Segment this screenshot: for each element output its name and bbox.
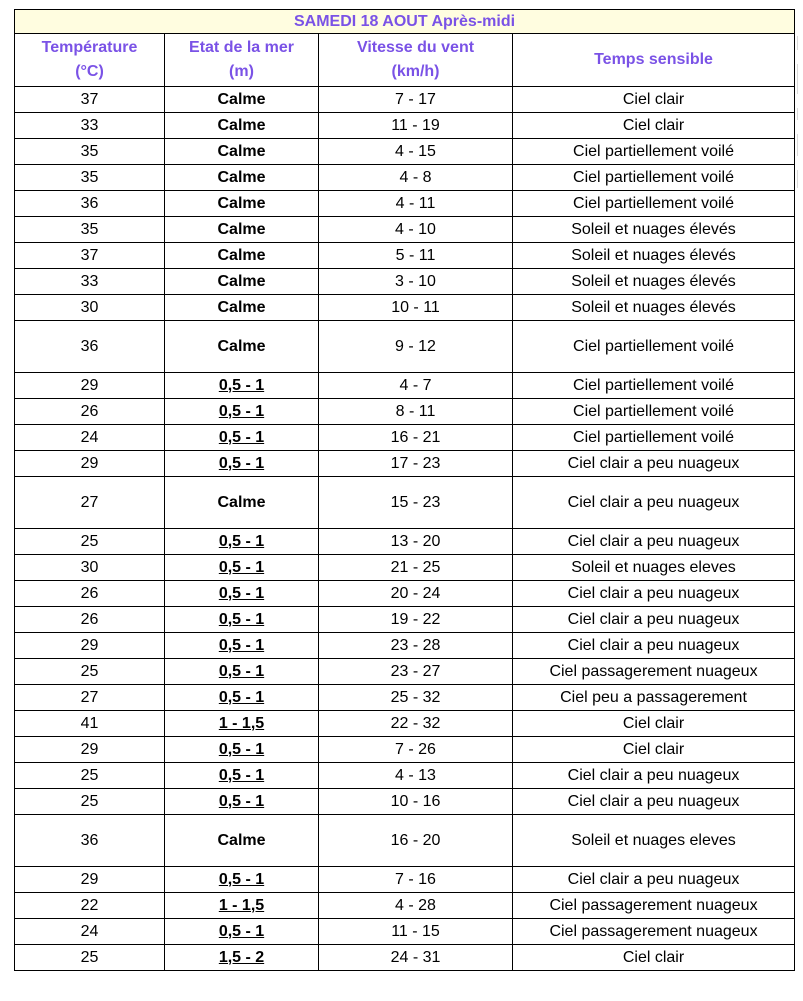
cell-temperature-text: 33 (80, 272, 99, 290)
cell-temperature (15, 633, 165, 659)
cell-temps-sensible-text: Ciel clair (622, 116, 685, 134)
cell-etat-mer (165, 607, 319, 633)
cell-vitesse-vent-text: 4 - 28 (395, 896, 436, 914)
cell-temps-sensible-text: Ciel clair a peu nuageux (567, 610, 740, 628)
cell-vitesse-vent-text: 7 - 17 (395, 90, 436, 108)
cell-temperature-text: 35 (80, 168, 99, 186)
forecast-table (14, 9, 795, 971)
cell-etat-mer-text: 0,5 - 1 (218, 402, 265, 420)
cell-etat-mer (165, 867, 319, 893)
cell-etat-mer (165, 373, 319, 399)
forecast-sheet (14, 9, 794, 971)
cell-temps-sensible (513, 269, 795, 295)
table-row (15, 763, 795, 789)
cell-etat-mer (165, 477, 319, 529)
cell-temps-sensible-text: Ciel clair (622, 948, 685, 966)
cell-temps-sensible-text: Ciel clair (622, 714, 685, 732)
table-row (15, 607, 795, 633)
cell-temps-sensible (513, 529, 795, 555)
cell-temps-sensible (513, 607, 795, 633)
cell-temperature-text: 36 (80, 194, 99, 212)
cell-vitesse-vent-text: 7 - 16 (395, 870, 436, 888)
cell-etat-mer (165, 659, 319, 685)
cell-vitesse-vent-text: 17 - 23 (390, 454, 441, 472)
cell-temps-sensible-text: Ciel partiellement voilé (573, 142, 734, 160)
cell-temperature (15, 217, 165, 243)
cell-vitesse-vent-text: 23 - 28 (390, 636, 441, 654)
cell-temperature (15, 243, 165, 269)
cell-temperature (15, 321, 165, 373)
cell-temperature-text: 22 (80, 896, 99, 914)
cell-temperature (15, 919, 165, 945)
table-row (15, 529, 795, 555)
cell-vitesse-vent-text: 10 - 11 (391, 298, 440, 316)
cell-vitesse-vent (319, 945, 513, 971)
cell-temperature-text: 25 (80, 662, 99, 680)
cell-temps-sensible (513, 685, 795, 711)
cell-temps-sensible-text: Soleil et nuages élevés (571, 272, 736, 290)
cell-etat-mer (165, 711, 319, 737)
cell-etat-mer-text: 0,5 - 1 (218, 532, 265, 550)
cell-vitesse-vent-text: 16 - 20 (390, 831, 441, 849)
table-row (15, 581, 795, 607)
cell-vitesse-vent-text: 9 - 12 (395, 337, 436, 355)
cell-etat-mer-text: 0,5 - 1 (218, 740, 265, 758)
table-row (15, 711, 795, 737)
cell-etat-mer (165, 295, 319, 321)
cell-vitesse-vent (319, 217, 513, 243)
cell-temperature (15, 113, 165, 139)
cell-vitesse-vent-text: 3 - 10 (395, 272, 436, 290)
cell-etat-mer (165, 737, 319, 763)
cell-temps-sensible-text: Ciel clair a peu nuageux (567, 493, 740, 511)
cell-temperature-text: 25 (80, 948, 99, 966)
cell-temps-sensible-text: Ciel clair a peu nuageux (567, 792, 740, 810)
cell-temps-sensible-text: Soleil et nuages élevés (571, 220, 736, 238)
cell-temps-sensible-text: Soleil et nuages eleves (571, 831, 736, 849)
table-row (15, 867, 795, 893)
cell-temperature (15, 581, 165, 607)
cell-vitesse-vent (319, 737, 513, 763)
cell-vitesse-vent-text: 10 - 16 (390, 792, 441, 810)
cell-vitesse-vent (319, 113, 513, 139)
cell-etat-mer (165, 217, 319, 243)
table-row (15, 451, 795, 477)
cell-temps-sensible (513, 477, 795, 529)
cell-temperature-text: 29 (80, 740, 99, 758)
cell-temps-sensible-text: Ciel clair a peu nuageux (567, 870, 740, 888)
cell-temps-sensible (513, 633, 795, 659)
cell-temperature (15, 789, 165, 815)
header-vent-unit: (km/h) (391, 63, 440, 80)
cell-temps-sensible (513, 919, 795, 945)
table-row (15, 737, 795, 763)
cell-temps-sensible (513, 789, 795, 815)
cell-temps-sensible-text: Ciel peu a passagerement (560, 688, 747, 706)
cell-vitesse-vent-text: 4 - 11 (395, 194, 436, 212)
cell-temperature (15, 763, 165, 789)
cell-temperature (15, 555, 165, 581)
cell-temperature (15, 191, 165, 217)
cell-temperature (15, 711, 165, 737)
cell-temps-sensible-text: Ciel passagerement nuageux (549, 896, 758, 914)
cell-etat-mer (165, 555, 319, 581)
cell-temperature (15, 893, 165, 919)
cell-temperature-text: 29 (80, 636, 99, 654)
cell-vitesse-vent (319, 269, 513, 295)
cell-temperature (15, 737, 165, 763)
cell-etat-mer-text: 0,5 - 1 (218, 454, 265, 472)
cell-vitesse-vent-text: 16 - 21 (390, 428, 441, 446)
cell-temperature-text: 25 (80, 532, 99, 550)
cell-temperature-text: 35 (80, 142, 99, 160)
cell-temps-sensible-text: Ciel clair (622, 740, 685, 758)
table-row (15, 425, 795, 451)
cell-etat-mer-text: Calme (217, 337, 266, 355)
cell-vitesse-vent-text: 4 - 8 (399, 168, 432, 186)
cell-vitesse-vent (319, 659, 513, 685)
cell-vitesse-vent-text: 4 - 10 (395, 220, 436, 238)
cell-etat-mer-text: 0,5 - 1 (218, 636, 265, 654)
cell-temperature (15, 139, 165, 165)
cell-temperature-text: 33 (80, 116, 99, 134)
cell-etat-mer-text: Calme (217, 90, 266, 108)
cell-vitesse-vent (319, 295, 513, 321)
cell-temps-sensible-text: Ciel clair a peu nuageux (567, 766, 740, 784)
cell-temperature (15, 529, 165, 555)
cell-etat-mer (165, 919, 319, 945)
cell-temps-sensible-text: Ciel partiellement voilé (573, 337, 734, 355)
cell-temps-sensible-text: Ciel passagerement nuageux (549, 662, 758, 680)
table-row (15, 815, 795, 867)
cell-vitesse-vent (319, 581, 513, 607)
cell-etat-mer-text: Calme (217, 298, 266, 316)
cell-etat-mer-text: 0,5 - 1 (218, 922, 265, 940)
cell-temperature-text: 36 (80, 831, 99, 849)
cell-temps-sensible (513, 321, 795, 373)
cell-vitesse-vent-text: 11 - 15 (391, 922, 440, 940)
cell-vitesse-vent (319, 815, 513, 867)
table-body (15, 87, 795, 971)
cell-etat-mer (165, 165, 319, 191)
table-row (15, 165, 795, 191)
cell-etat-mer-text: 0,5 - 1 (218, 584, 265, 602)
cell-temps-sensible (513, 711, 795, 737)
cell-temperature-text: 41 (80, 714, 99, 732)
cell-temperature-text: 37 (80, 90, 99, 108)
cell-etat-mer (165, 893, 319, 919)
cell-etat-mer-text: Calme (217, 194, 266, 212)
cell-vitesse-vent (319, 711, 513, 737)
cell-temperature-text: 26 (80, 610, 99, 628)
cell-etat-mer-text: 1 - 1,5 (218, 714, 265, 732)
cell-etat-mer-text: Calme (217, 272, 266, 290)
cell-temps-sensible (513, 555, 795, 581)
cell-etat-mer (165, 399, 319, 425)
cell-etat-mer (165, 321, 319, 373)
title-row (15, 10, 795, 34)
cell-etat-mer-text: 0,5 - 1 (218, 662, 265, 680)
cell-temperature-text: 29 (80, 376, 99, 394)
cell-etat-mer (165, 633, 319, 659)
cell-temps-sensible (513, 243, 795, 269)
cell-vitesse-vent-text: 20 - 24 (390, 584, 441, 602)
cell-temps-sensible-text: Ciel partiellement voilé (573, 376, 734, 394)
cell-vitesse-vent-text: 13 - 20 (390, 532, 441, 550)
table-row (15, 373, 795, 399)
cell-temps-sensible-text: Soleil et nuages élevés (571, 246, 736, 264)
cell-temps-sensible (513, 867, 795, 893)
table-row (15, 295, 795, 321)
cell-temps-sensible (513, 399, 795, 425)
cell-temperature-text: 29 (80, 454, 99, 472)
table-row (15, 87, 795, 113)
cell-vitesse-vent (319, 451, 513, 477)
cell-temperature-text: 26 (80, 584, 99, 602)
cell-vitesse-vent (319, 633, 513, 659)
cell-vitesse-vent (319, 399, 513, 425)
table-row (15, 477, 795, 529)
cell-vitesse-vent (319, 373, 513, 399)
table-row (15, 243, 795, 269)
cell-etat-mer (165, 87, 319, 113)
cell-temperature (15, 269, 165, 295)
cell-temperature (15, 399, 165, 425)
cell-temps-sensible (513, 737, 795, 763)
cell-temps-sensible-text: Ciel passagerement nuageux (549, 922, 758, 940)
cell-temps-sensible (513, 451, 795, 477)
cell-vitesse-vent (319, 685, 513, 711)
header-vent (319, 34, 513, 87)
cell-etat-mer-text: 1,5 - 2 (218, 948, 265, 966)
table-row (15, 945, 795, 971)
cell-temperature (15, 815, 165, 867)
cell-vitesse-vent-text: 4 - 13 (395, 766, 436, 784)
cell-etat-mer-text: 1 - 1,5 (218, 896, 265, 914)
cell-temps-sensible-text: Ciel partiellement voilé (573, 402, 734, 420)
cell-etat-mer (165, 529, 319, 555)
cell-temps-sensible-text: Soleil et nuages élevés (571, 298, 736, 316)
cell-temps-sensible (513, 165, 795, 191)
table-row (15, 269, 795, 295)
table-row (15, 217, 795, 243)
cell-etat-mer (165, 815, 319, 867)
cell-temperature (15, 425, 165, 451)
cell-vitesse-vent (319, 763, 513, 789)
cell-temps-sensible (513, 113, 795, 139)
cell-etat-mer-text: Calme (217, 168, 266, 186)
cell-temps-sensible (513, 217, 795, 243)
cell-temperature-text: 36 (80, 337, 99, 355)
cell-etat-mer-text: 0,5 - 1 (218, 688, 265, 706)
cell-temps-sensible-text: Ciel partiellement voilé (573, 194, 734, 212)
table-row (15, 685, 795, 711)
cell-temps-sensible-text: Ciel clair a peu nuageux (567, 532, 740, 550)
table-row (15, 555, 795, 581)
cell-temps-sensible-text: Ciel clair a peu nuageux (567, 584, 740, 602)
cell-temperature-text: 30 (80, 558, 99, 576)
cell-vitesse-vent-text: 8 - 11 (395, 402, 436, 420)
header-vent-label: Vitesse du vent (356, 39, 475, 56)
cell-temps-sensible-text: Ciel partiellement voilé (573, 168, 734, 186)
cell-etat-mer-text: 0,5 - 1 (218, 610, 265, 628)
cell-temperature-text: 24 (80, 428, 99, 446)
table-row (15, 633, 795, 659)
cell-vitesse-vent (319, 477, 513, 529)
cell-temps-sensible-text: Ciel clair a peu nuageux (567, 454, 740, 472)
cell-temperature (15, 867, 165, 893)
cell-etat-mer (165, 581, 319, 607)
cell-vitesse-vent (319, 425, 513, 451)
cell-temperature-text: 37 (80, 246, 99, 264)
cell-etat-mer (165, 685, 319, 711)
table-row (15, 919, 795, 945)
cell-temps-sensible-text: Ciel partiellement voilé (573, 428, 734, 446)
cell-etat-mer (165, 451, 319, 477)
cell-vitesse-vent (319, 789, 513, 815)
cell-temps-sensible-text: Soleil et nuages eleves (571, 558, 736, 576)
cell-etat-mer-text: Calme (217, 116, 266, 134)
cell-vitesse-vent-text: 15 - 23 (390, 493, 441, 511)
table-row (15, 399, 795, 425)
table-row (15, 191, 795, 217)
table-row (15, 113, 795, 139)
cell-vitesse-vent (319, 555, 513, 581)
cell-temps-sensible (513, 295, 795, 321)
cell-temperature-text: 27 (80, 493, 99, 511)
cell-temps-sensible (513, 139, 795, 165)
table-row (15, 893, 795, 919)
cell-temperature (15, 607, 165, 633)
cell-vitesse-vent (319, 607, 513, 633)
cell-etat-mer (165, 113, 319, 139)
cell-etat-mer-text: Calme (217, 493, 266, 511)
cell-etat-mer-text: Calme (217, 246, 266, 264)
cell-vitesse-vent (319, 87, 513, 113)
cell-vitesse-vent (319, 139, 513, 165)
cell-temps-sensible (513, 373, 795, 399)
cell-temperature-text: 25 (80, 766, 99, 784)
cell-vitesse-vent (319, 165, 513, 191)
cell-temperature (15, 945, 165, 971)
cell-etat-mer-text: 0,5 - 1 (218, 870, 265, 888)
cell-etat-mer-text: 0,5 - 1 (218, 376, 265, 394)
cell-etat-mer (165, 945, 319, 971)
cell-temps-sensible (513, 581, 795, 607)
cell-vitesse-vent-text: 23 - 27 (390, 662, 441, 680)
cell-etat-mer (165, 243, 319, 269)
cell-temps-sensible (513, 815, 795, 867)
cell-temperature-text: 30 (80, 298, 99, 316)
cell-temperature (15, 373, 165, 399)
cell-temperature (15, 87, 165, 113)
cell-temperature (15, 659, 165, 685)
header-temperature-label: Température (41, 39, 138, 56)
cell-temps-sensible (513, 87, 795, 113)
table-row (15, 659, 795, 685)
cell-temperature-text: 24 (80, 922, 99, 940)
cell-etat-mer-text: 0,5 - 1 (218, 428, 265, 446)
cell-temperature (15, 165, 165, 191)
cell-temps-sensible (513, 945, 795, 971)
cell-vitesse-vent-text: 4 - 7 (399, 376, 432, 394)
cell-temps-sensible (513, 659, 795, 685)
cell-temperature-text: 26 (80, 402, 99, 420)
cell-etat-mer (165, 191, 319, 217)
cell-temperature (15, 477, 165, 529)
cell-vitesse-vent (319, 529, 513, 555)
table-row (15, 321, 795, 373)
header-temperature-unit: (°C) (75, 63, 104, 80)
cell-etat-mer (165, 789, 319, 815)
cell-vitesse-vent (319, 919, 513, 945)
cell-vitesse-vent (319, 867, 513, 893)
cell-vitesse-vent-text: 21 - 25 (390, 558, 441, 576)
cell-temps-sensible (513, 893, 795, 919)
cell-temps-sensible-text: Ciel clair (622, 90, 685, 108)
header-mer-unit: (m) (229, 63, 254, 80)
cell-vitesse-vent (319, 191, 513, 217)
cell-vitesse-vent-text: 5 - 11 (395, 246, 436, 264)
cell-temperature-text: 27 (80, 688, 99, 706)
cell-vitesse-vent-text: 25 - 32 (390, 688, 441, 706)
table-row (15, 139, 795, 165)
cell-vitesse-vent-text: 11 - 19 (391, 116, 440, 134)
cell-etat-mer (165, 269, 319, 295)
page-edge-marks (797, 36, 799, 211)
cell-vitesse-vent (319, 243, 513, 269)
cell-etat-mer (165, 763, 319, 789)
header-row (15, 34, 795, 87)
cell-etat-mer-text: Calme (217, 220, 266, 238)
cell-temps-sensible-text: Ciel clair a peu nuageux (567, 636, 740, 654)
cell-etat-mer (165, 139, 319, 165)
cell-temperature-text: 29 (80, 870, 99, 888)
cell-vitesse-vent (319, 321, 513, 373)
header-mer (165, 34, 319, 87)
cell-vitesse-vent-text: 7 - 26 (395, 740, 436, 758)
cell-vitesse-vent (319, 893, 513, 919)
table-title: SAMEDI 18 AOUT Après-midi (15, 10, 795, 34)
cell-etat-mer-text: 0,5 - 1 (218, 766, 265, 784)
cell-temperature (15, 451, 165, 477)
cell-etat-mer-text: Calme (217, 831, 266, 849)
header-temperature (15, 34, 165, 87)
cell-temps-sensible (513, 763, 795, 789)
cell-temperature-text: 25 (80, 792, 99, 810)
cell-temperature (15, 685, 165, 711)
cell-etat-mer-text: 0,5 - 1 (218, 558, 265, 576)
cell-vitesse-vent-text: 24 - 31 (390, 948, 441, 966)
cell-temps-sensible (513, 191, 795, 217)
cell-vitesse-vent-text: 4 - 15 (395, 142, 436, 160)
cell-temperature (15, 295, 165, 321)
cell-etat-mer-text: 0,5 - 1 (218, 792, 265, 810)
cell-etat-mer-text: Calme (217, 142, 266, 160)
cell-vitesse-vent-text: 19 - 22 (390, 610, 441, 628)
header-temps: Temps sensible (513, 34, 795, 87)
header-mer-label: Etat de la mer (189, 39, 294, 56)
cell-temperature-text: 35 (80, 220, 99, 238)
cell-vitesse-vent-text: 22 - 32 (390, 714, 441, 732)
cell-temps-sensible (513, 425, 795, 451)
table-row (15, 789, 795, 815)
cell-etat-mer (165, 425, 319, 451)
